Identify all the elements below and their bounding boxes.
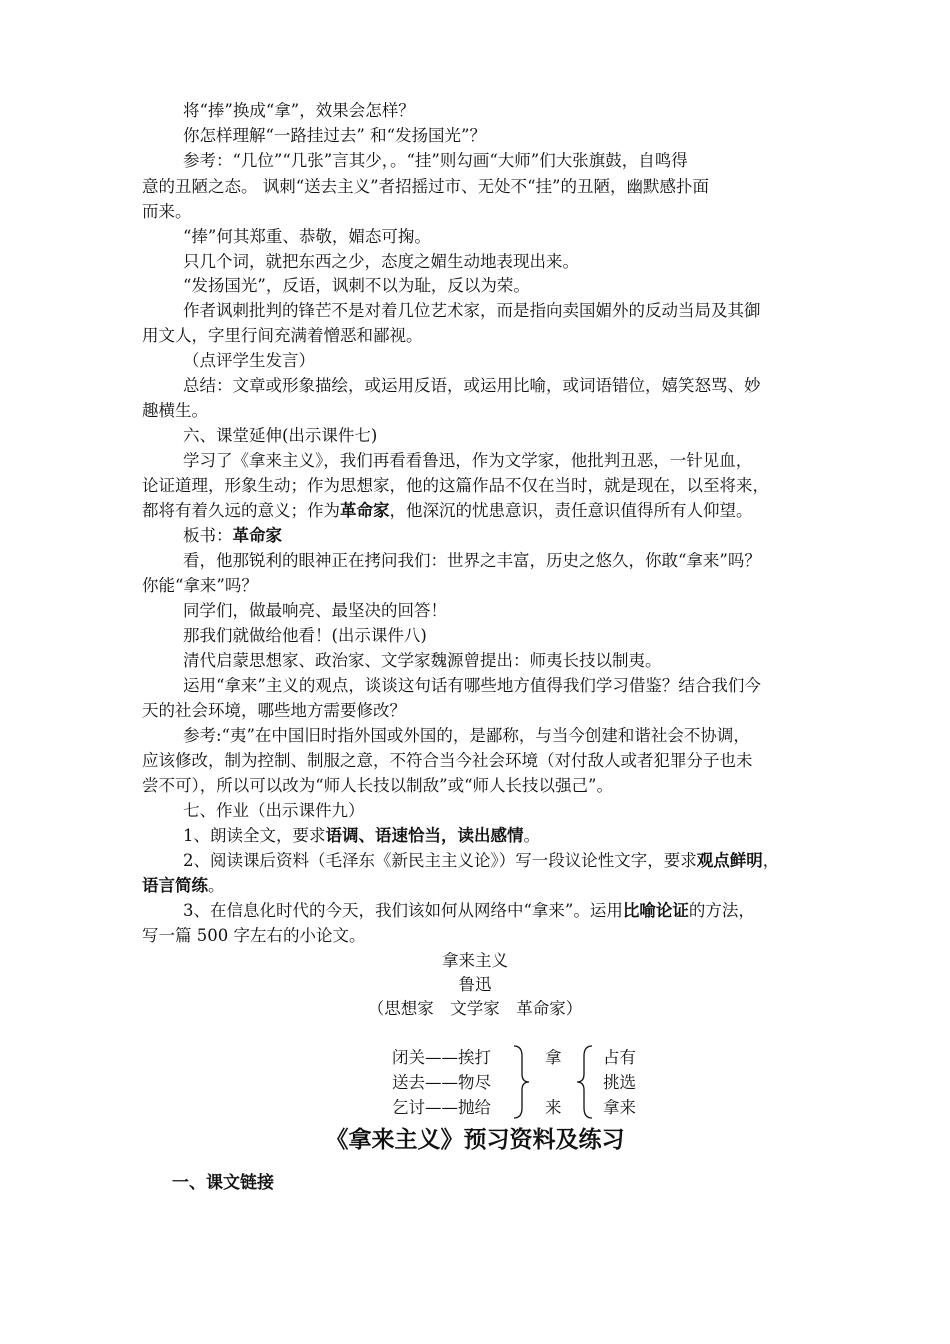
board-right-item: 拿来 [603, 1098, 636, 1117]
text-line: “发扬国光”，反语，讽刺不以为耻，反以为荣。 [183, 276, 530, 295]
text-line: 参考:“夷”在中国旧时指外国或外国的，是鄙称，与当今创建和谐社会不协调， [183, 726, 750, 745]
board-left-item: 闭关——挨打 [392, 1048, 491, 1067]
text-line: 看，他那锐利的眼神正在拷问我们：世界之丰富，历史之悠久，你敢“拿来”吗？ [183, 551, 761, 570]
text-line: 趣横生。 [142, 401, 208, 420]
text-line: 你能“拿来”吗？ [142, 576, 258, 595]
board-author: 鲁迅 [458, 975, 492, 994]
board-roles: （思想家 文学家 革命家） [367, 999, 583, 1018]
text-line: 将“捧”换成“拿”，效果会怎样？ [183, 101, 415, 120]
text-line: 你怎样理解“一路挂过去” 和“发扬国光”？ [183, 126, 486, 145]
board-left-item: 送去——物尽 [392, 1073, 491, 1092]
text-line: 只几个词，就把东西之少，态度之媚生动地表现出来。 [183, 252, 579, 271]
board-mid-top: 拿 [545, 1048, 562, 1067]
text-line: （点评学生发言） [183, 351, 315, 370]
text-line: 六、课堂延伸(出示课件七) [183, 426, 378, 445]
board-right-item: 占有 [603, 1048, 636, 1067]
text-line: 用文人，字里行间充满着憎恶和鄙视。 [142, 326, 423, 345]
text-line: 语言简练。 [142, 876, 225, 895]
subheading: 一、课文链接 [172, 1173, 274, 1193]
text-line: 七、作业（出示课件九） [183, 801, 365, 820]
text-line: 学习了《拿来主义》，我们再看看鲁迅，作为文学家，他批判丑恶，一针见血， [183, 451, 753, 470]
left-brace-icon [574, 1044, 594, 1120]
text-line: 应该修改，制为控制、制服之意，不符合当今社会环境（对付敌人或者犯罪分子也未 [142, 751, 753, 770]
text-line: 论证道理，形象生动；作为思想家，他的这篇作品不仅在当时，就是现在，以至将来， [142, 476, 769, 495]
text-line: 而来。 [142, 202, 192, 221]
text-line: 1、朗读全文，要求语调、语速恰当，读出感情。 [183, 826, 540, 845]
text-line: 同学们，做最响亮、最坚决的回答！ [183, 601, 447, 620]
text-line: 2、阅读课后资料（毛泽东《新民主主义论》）写一段议论性文字，要求观点鲜明， [183, 851, 780, 870]
text-line: 写一篇 500 字左右的小论文。 [142, 926, 366, 945]
text-line: 天的社会环境，哪些地方需要修改？ [142, 701, 406, 720]
text-line: 那我们就做给他看！(出示课件八) [183, 626, 427, 645]
section-title: 《拿来主义》预习资料及练习 [325, 1126, 625, 1153]
text-line: 作者讽刺批判的锋芒不是对着几位艺术家，而是指向卖国媚外的反动当局及其御 [183, 301, 761, 320]
board-mid-bottom: 来 [545, 1098, 562, 1117]
text-line: 清代启蒙思想家、政治家、文学家魏源曾提出：师夷长技以制夷。 [183, 651, 662, 670]
text-line: 运用“拿来”主义的观点，谈谈这句话有哪些地方值得我们学习借鉴？结合我们今 [183, 676, 761, 695]
board-left-item: 乞讨——抛给 [392, 1098, 491, 1117]
right-brace-icon [512, 1044, 532, 1120]
text-line: 尝不可），所以可以改为“师人长技以制敌”或“师人长技以强己”。 [142, 776, 613, 795]
text-line: 意的丑陋之态。 讽刺“送去主义”者招摇过市、无处不“挂”的丑陋，幽默感扑面 [142, 177, 709, 196]
text-line: 板书：革命家 [183, 526, 282, 545]
board-right-item: 挑选 [603, 1073, 636, 1092]
text-line: 总结：文章或形象描绘，或运用反语，或运用比喻，或词语错位，嬉笑怒骂、妙 [183, 376, 761, 395]
text-line: 参考：“几位”“几张”言其少，。“挂”则勾画“大师”们大张旗鼓，自鸣得 [183, 151, 688, 170]
board-title: 拿来主义 [442, 951, 508, 970]
text-line: “捧”何其郑重、恭敬，媚态可掬。 [183, 227, 431, 246]
text-line: 3、在信息化时代的今天，我们该如何从网络中“拿来”。运用比喻论证的方法， [183, 901, 755, 920]
text-line: 都将有着久远的意义；作为革命家，他深沉的忧患意识，责任意识值得所有人仰望。 [142, 501, 753, 520]
